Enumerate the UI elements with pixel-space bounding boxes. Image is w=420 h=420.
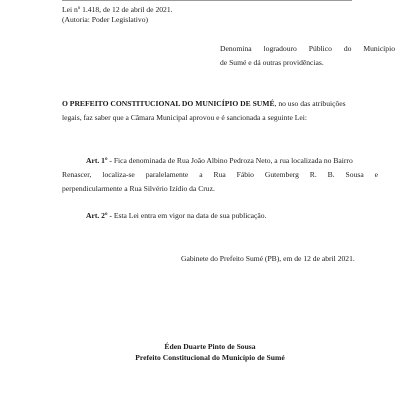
article-1-line-3: perpendicularmente a Rua Silvério Izídio da Cruz. — [62, 184, 215, 193]
article-2 — [86, 211, 266, 221]
preamble-continuation: , no uso das atribuições — [274, 99, 346, 108]
preamble-line-1 — [62, 99, 378, 109]
preamble-line-2: legais, faz saber que a Câmara Municipal aprovou e é sancionada a seguinte Lei: — [62, 113, 308, 122]
article-1-label: Art. 1º - — [86, 156, 112, 165]
preamble-authority: O PREFEITO CONSTITUCIONAL DO MUNICÍPIO DE SUMÉ — [62, 99, 275, 108]
ementa-line-2: de Sumé e dá outras providências. — [220, 58, 324, 67]
article-2-label: Art. 2º - — [86, 211, 112, 220]
article-2-text: Esta Lei entra em vigor na data de sua publicação. — [113, 211, 267, 220]
signatory-title: Prefeito Constitucional do Município de Sumé — [135, 353, 285, 362]
ementa-line-1: Denomina logradouro Público do Município — [220, 44, 395, 53]
place-and-date: Gabinete do Prefeito Sumé (PB), em de 12 de abril 2021. — [181, 254, 355, 263]
law-number: Lei nº 1.418, de 12 de abril de 2021. — [62, 5, 173, 14]
signatory-name: Éden Duarte Pinto de Sousa — [164, 342, 256, 351]
article-1-line-2: Renascer, localiza-se paralelamente a Rua Fábio Gutemberg R. B. Sousa e — [62, 170, 378, 179]
top-rule — [62, 0, 352, 1]
law-authorship: (Autoria: Poder Legislativo) — [62, 15, 149, 24]
article-1-text: Fica denominada de Rua João Albino Pedroza Neto, a rua localizada no Bairro — [113, 156, 353, 165]
article-1-line-1 — [86, 156, 378, 166]
